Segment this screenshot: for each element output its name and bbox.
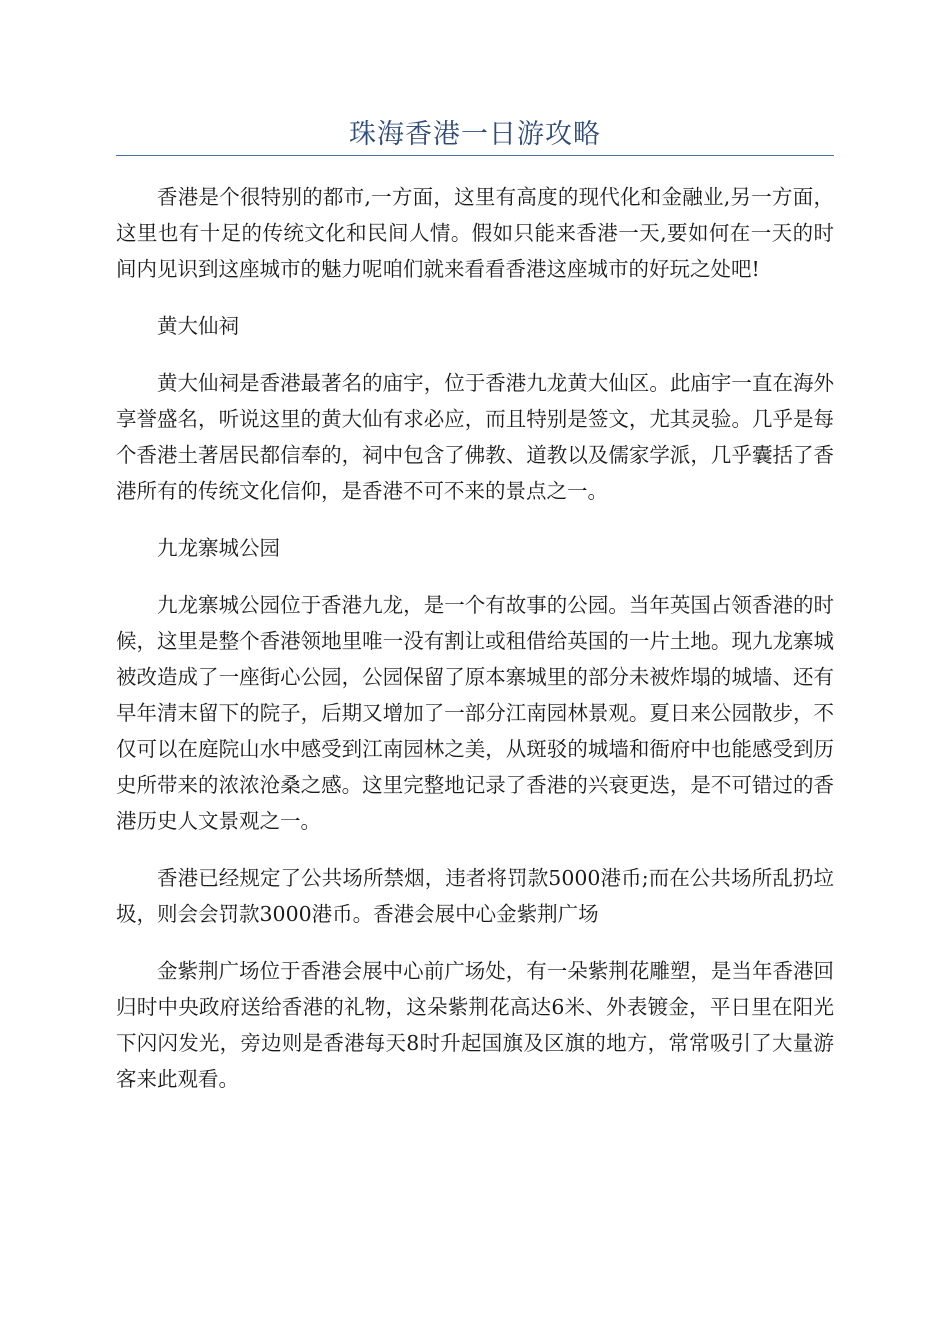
golden-bauhinia-paragraph: 金紫荆广场位于香港会展中心前广场处，有一朵紫荆花雕塑，是当年香港回归时中央政府送给香港的礼物，这朵紫荆花高达6米、外表镀金，平日里在阳光下闪闪发光，旁边则是香港每天8时升起国旗及区旗的地方，常常吸引了大量游客来此观看。 bbox=[116, 959, 834, 1091]
section-heading-wong-tai-sin: 黄大仙祠 bbox=[157, 314, 239, 338]
intro-paragraph: 香港是个很特别的都市,一方面，这里有高度的现代化和金融业,另一方面，这里也有十足的传统文化和民间人情。假如只能来香港一天,要如何在一天的时间内见识到这座城市的魅力呢咱们就来看看香港这座城市的好玩之处吧! bbox=[116, 185, 834, 281]
document-body bbox=[116, 179, 834, 1097]
document-page bbox=[116, 0, 834, 1118]
wong-tai-sin-paragraph: 黄大仙祠是香港最著名的庙宇，位于香港九龙黄大仙区。此庙宇一直在海外享誉盛名，听说这里的黄大仙有求必应，而且特别是签文，尤其灵验。几乎是每个香港土著居民都信奉的，祠中包含了佛教、道教以及儒家学派，几乎囊括了香港所有的传统文化信仰，是香港不可不来的景点之一。 bbox=[116, 371, 834, 503]
title-underline bbox=[116, 155, 834, 156]
section-heading-kowloon-walled-city: 九龙寨城公园 bbox=[157, 536, 280, 560]
kowloon-walled-city-paragraph: 九龙寨城公园位于香港九龙，是一个有故事的公园。当年英国占领香港的时候，这里是整个香港领地里唯一没有割让或租借给英国的一片土地。现九龙寨城被改造成了一座街心公园，公园保留了原本寨城里的部分未被炸塌的城墙、还有早年清末留下的院子，后期又增加了一部分江南园林景观。夏日来公园散步，不仅可以在庭院山水中感受到江南园林之美，从斑驳的城墙和衙府中也能感受到历史所带来的浓浓沧桑之感。这里完整地记录了香港的兴衰更迭，是不可错过的香港历史人文景观之一。 bbox=[116, 593, 834, 833]
document-title: 珠海香港一日游攻略 bbox=[349, 119, 601, 150]
smoking-rules-paragraph: 香港已经规定了公共场所禁烟，违者将罚款5000港币;而在公共场所乱扔垃圾，则会会罚款3000港币。香港会展中心金紫荆广场 bbox=[116, 866, 834, 926]
